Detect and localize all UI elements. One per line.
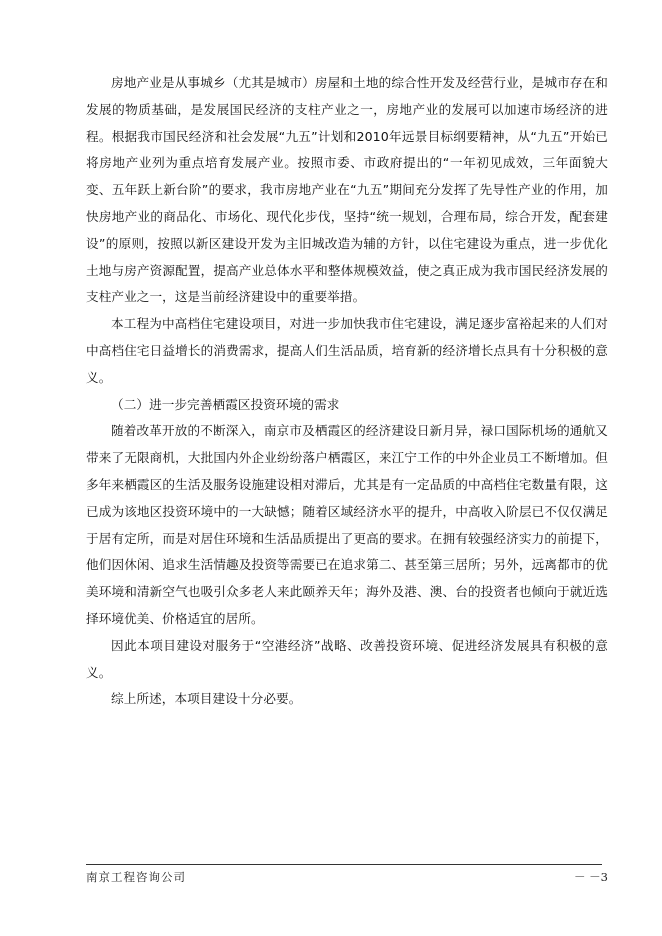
paragraph-conclusion: 综上所述，本项目建设十分必要。 [111,691,302,707]
paragraph-airport-economy: 因此本项目建设对服务于“空港经济”战略、改善投资环境、促进经济发展具有积极的意义。 [86,637,608,680]
paragraph-real-estate-industry: 房地产业是从事城乡（尤其是城市）房屋和土地的综合性开发及经营行业，是城市存在和发展的物质基础，是发展国民经济的支柱产业之一，房地产业的发展可以加速市场经济的进程。根据我市国民经济和社会发展“九五”计划和2010年远景目标纲要精神，从“九五”开始已将房地产业列为重点培育发展产业。按照市委、市政府提出的“一年初见成效，三年面貌大变、五年跃上新台阶”的要求，我市房地产业在“九五”期间充分发挥了先导性产业的作用，加快房地产业的商品化、市场化、现代化步伐，坚持“统一规划，合理布局，综合开发，配套建设”的原则，按照以新区建设开发为主旧城改造为辅的方针，以住宅建设为重点，进一步优化土地与房产资源配置，提高产业总体水平和整体规模效益，使之真正成为我市国民经济发展的支柱产业之一，这是当前经济建设中的重要举措。 [86,75,608,305]
footer-divider [86,864,602,865]
page-number: － －3 [574,870,608,884]
paragraph-investment-environment: 随着改革开放的不断深入，南京市及栖霞区的经济建设日新月异，禄口国际机场的通航又带来了无限商机，大批国内外企业纷纷落户栖霞区，来江宁工作的中外企业员工不断增加。但多年来栖霞区的生活及服务设施建设相对滞后，尤其是有一定品质的中高档住宅数量有限，这已成为该地区投资环境中的一大缺憾；随着区域经济水平的提升，中高收入阶层已不仅仅满足于居有定所，而是对居住环境和生活品质提出了更高的要求。在拥有较强经济实力的前提下，他们因休闲、追求生活情趣及投资等需要已在追求第二、甚至第三居所；另外，远离都市的优美环境和清新空气也吸引众多老人来此颐养天年；海外及港、澳、台的投资者也倾向于就近选择环境优美、价格适宜的居所。 [86,423,608,626]
paragraph-project-purpose: 本工程为中高档住宅建设项目，对进一步加快我市住宅建设，满足逐步富裕起来的人们对中高档住宅日益增长的消费需求，提高人们生活品质，培育新的经济增长点具有十分积极的意义。 [86,316,608,385]
body-text [86,70,608,713]
footer-company-name: 南京工程咨询公司 [86,870,186,884]
section-heading: （二）进一步完善栖霞区投资环境的需求 [111,396,340,412]
